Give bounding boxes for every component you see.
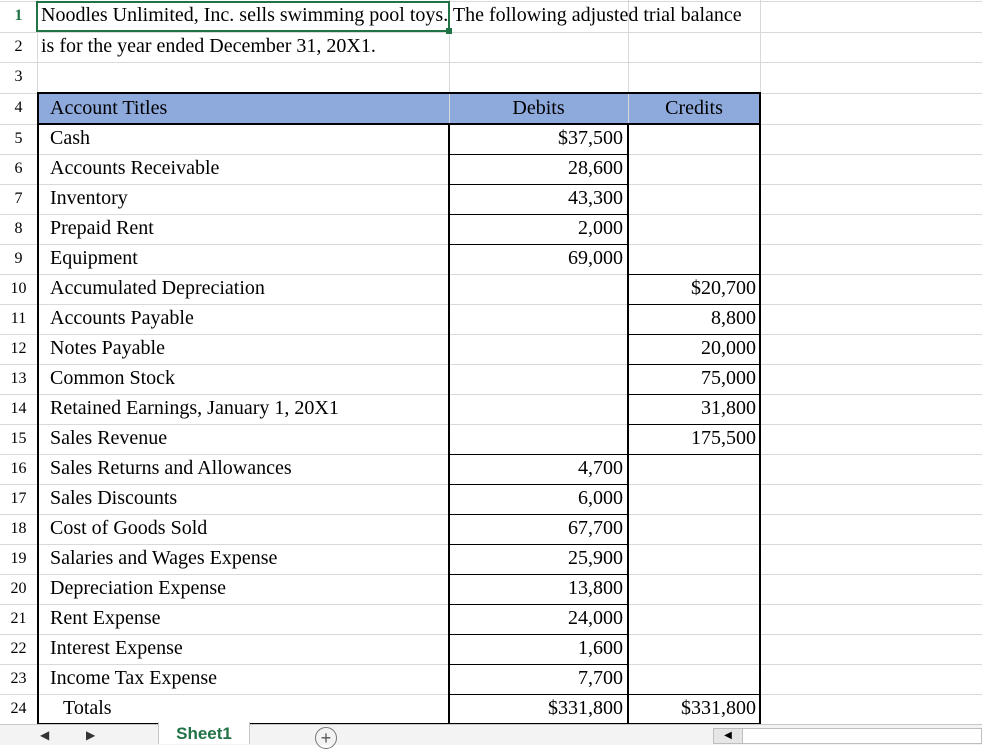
- credit-cell[interactable]: $20,700: [691, 277, 756, 299]
- row-header[interactable]: 3: [14, 68, 23, 85]
- row-header[interactable]: 19: [10, 550, 27, 567]
- debit-cell[interactable]: 25,900: [568, 547, 623, 569]
- credit-cell[interactable]: 20,000: [701, 337, 756, 359]
- account-title-cell[interactable]: Interest Expense: [50, 637, 183, 659]
- debit-cell-border: [449, 484, 628, 485]
- add-sheet-button[interactable]: +: [315, 727, 337, 749]
- account-title-cell[interactable]: Accounts Payable: [50, 307, 194, 329]
- row-header[interactable]: 14: [10, 400, 27, 417]
- debit-cell[interactable]: 1,600: [578, 637, 623, 659]
- row-header[interactable]: 16: [10, 460, 27, 477]
- credit-cell-border: [628, 364, 760, 365]
- total-debit-cell[interactable]: $331,800: [548, 697, 623, 719]
- debit-cell-border: [449, 634, 628, 635]
- credit-cell-border: [628, 394, 760, 395]
- header-credits[interactable]: Credits: [665, 97, 723, 119]
- debit-cell[interactable]: 2,000: [578, 217, 623, 239]
- account-title-cell[interactable]: Salaries and Wages Expense: [50, 547, 278, 569]
- debit-cell-border: [449, 574, 628, 575]
- credit-cell-border: [628, 304, 760, 305]
- prev-sheet-arrow-icon[interactable]: ◀: [40, 728, 50, 742]
- debit-cell[interactable]: 24,000: [568, 607, 623, 629]
- total-credit-cell[interactable]: $331,800: [681, 697, 756, 719]
- title-line-2[interactable]: is for the year ended December 31, 20X1.: [41, 35, 376, 57]
- debit-cell[interactable]: 69,000: [568, 247, 623, 269]
- debit-cell-border: [449, 604, 628, 605]
- account-title-cell[interactable]: Common Stock: [50, 367, 176, 389]
- row-header[interactable]: 1: [14, 7, 23, 24]
- row-header[interactable]: 7: [14, 190, 23, 207]
- row-header[interactable]: 18: [10, 520, 27, 537]
- debit-cell[interactable]: 28,600: [568, 157, 623, 179]
- debit-cell-border: [449, 454, 628, 455]
- header-border: [37, 92, 761, 125]
- row-header[interactable]: 11: [10, 310, 27, 327]
- gridline-row: [0, 62, 982, 63]
- account-title-cell[interactable]: Notes Payable: [50, 337, 165, 359]
- row-header[interactable]: 15: [10, 430, 27, 447]
- credit-cell-border: [628, 424, 760, 425]
- debit-cell[interactable]: $37,500: [558, 127, 623, 149]
- account-title-cell[interactable]: Sales Revenue: [50, 427, 168, 449]
- row-header[interactable]: 6: [14, 160, 23, 177]
- debit-cell-border: [449, 214, 628, 215]
- account-title-cell[interactable]: Cost of Goods Sold: [50, 517, 208, 539]
- debit-cell-border: [449, 664, 628, 665]
- debit-cell-border: [449, 694, 628, 695]
- credit-cell-border: [628, 334, 760, 335]
- debit-cell[interactable]: 43,300: [568, 187, 623, 209]
- debit-cell[interactable]: 7,700: [578, 667, 623, 689]
- scroll-left-arrow-icon[interactable]: ◀: [713, 728, 743, 744]
- totals-label-cell[interactable]: Totals: [63, 697, 112, 719]
- debit-cell-border: [449, 514, 628, 515]
- account-title-cell[interactable]: Accumulated Depreciation: [50, 277, 265, 299]
- row-header[interactable]: 20: [10, 580, 27, 597]
- row-header[interactable]: 21: [10, 610, 27, 627]
- row-header[interactable]: 23: [10, 670, 27, 687]
- debit-cell-border: [449, 244, 628, 245]
- account-title-cell[interactable]: Accounts Receivable: [50, 157, 220, 179]
- row-header[interactable]: 22: [10, 640, 27, 657]
- debit-cell-border: [449, 544, 628, 545]
- account-title-cell[interactable]: Equipment: [50, 247, 138, 269]
- row-header[interactable]: 4: [14, 99, 23, 116]
- account-title-cell[interactable]: Inventory: [50, 187, 128, 209]
- credit-cell[interactable]: 175,500: [691, 427, 756, 449]
- debit-cell[interactable]: 13,800: [568, 577, 623, 599]
- debit-cell[interactable]: 6,000: [578, 487, 623, 509]
- account-title-cell[interactable]: Depreciation Expense: [50, 577, 227, 599]
- debit-cell-border: [449, 184, 628, 185]
- row-header[interactable]: 24: [10, 700, 27, 717]
- sheet-tab-sheet1[interactable]: Sheet1: [158, 722, 250, 744]
- row-header[interactable]: 12: [10, 340, 27, 357]
- credit-cell-border: [628, 454, 760, 455]
- account-title-cell[interactable]: Cash: [50, 127, 90, 149]
- account-title-cell[interactable]: Sales Returns and Allowances: [50, 457, 292, 479]
- fill-handle[interactable]: [446, 28, 452, 34]
- row-header[interactable]: 2: [14, 38, 23, 55]
- row-header[interactable]: 13: [10, 370, 27, 387]
- gridline-row: [0, 32, 982, 33]
- credit-cell[interactable]: 75,000: [701, 367, 756, 389]
- account-title-cell[interactable]: Retained Earnings, January 1, 20X1: [50, 397, 339, 419]
- account-title-cell[interactable]: Income Tax Expense: [50, 667, 218, 689]
- row-header[interactable]: 10: [10, 280, 27, 297]
- header-debits[interactable]: Debits: [512, 97, 565, 119]
- cell-selection: [36, 1, 450, 32]
- debit-cell[interactable]: 67,700: [568, 517, 623, 539]
- account-title-cell[interactable]: Prepaid Rent: [50, 217, 154, 239]
- row-header[interactable]: 5: [14, 130, 23, 147]
- debit-cell[interactable]: 4,700: [578, 457, 623, 479]
- header-account-titles[interactable]: Account Titles: [50, 97, 168, 119]
- next-sheet-arrow-icon[interactable]: ▶: [86, 728, 96, 742]
- account-title-cell[interactable]: Rent Expense: [50, 607, 161, 629]
- row-header[interactable]: 9: [14, 250, 23, 267]
- credit-cell[interactable]: 31,800: [701, 397, 756, 419]
- table-border: [37, 92, 761, 725]
- debit-cell-border: [449, 124, 628, 125]
- credit-cell-border: [628, 694, 760, 695]
- row-header[interactable]: 17: [10, 490, 27, 507]
- credit-cell-border: [628, 274, 760, 275]
- account-title-cell[interactable]: Sales Discounts: [50, 487, 178, 509]
- horizontal-scrollbar[interactable]: [713, 728, 982, 744]
- row-header[interactable]: 8: [14, 220, 23, 237]
- title-line-1[interactable]: Noodles Unlimited, Inc. sells swimming pool toys. The following adjusted trial balance: [41, 4, 742, 26]
- debit-cell-border: [449, 154, 628, 155]
- credit-cell[interactable]: 8,800: [711, 307, 756, 329]
